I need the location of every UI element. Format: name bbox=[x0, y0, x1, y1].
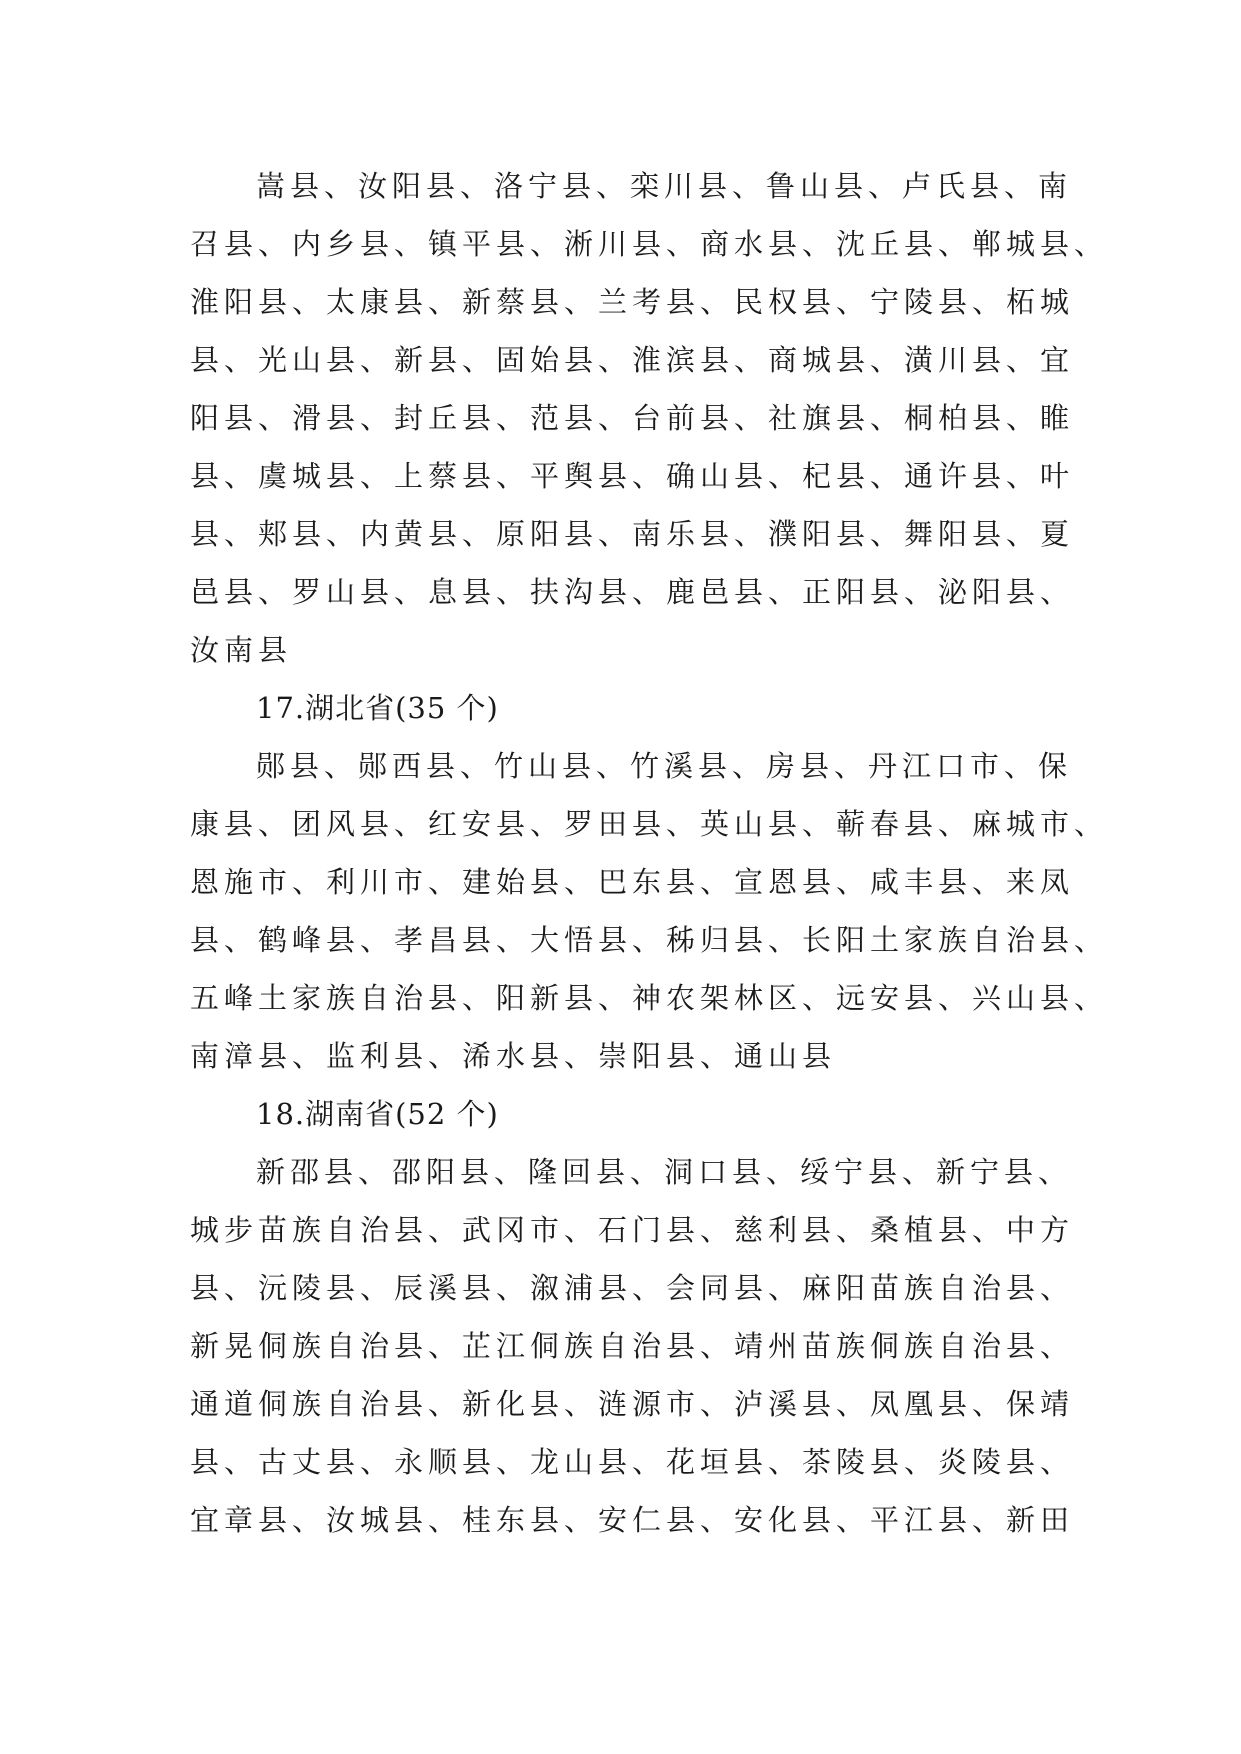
text-line: 郧县、郧西县、竹山县、竹溪县、房县、丹江口市、保 bbox=[256, 749, 1073, 783]
text-line: 五峰土家族自治县、阳新县、神农架林区、远安县、兴山县、 bbox=[190, 981, 1109, 1015]
text-line: 嵩县、汝阳县、洛宁县、栾川县、鲁山县、卢氏县、南 bbox=[256, 169, 1073, 203]
text-line: 淮阳县、太康县、新蔡县、兰考县、民权县、宁陵县、柘城 bbox=[190, 285, 1075, 319]
text-line: 邑县、罗山县、息县、扶沟县、鹿邑县、正阳县、泌阳县、 bbox=[190, 575, 1075, 609]
text-line: 南漳县、监利县、浠水县、崇阳县、通山县 bbox=[190, 1039, 837, 1073]
text-line: 阳县、滑县、封丘县、范县、台前县、社旗县、桐柏县、睢 bbox=[190, 401, 1075, 435]
text-line: 城步苗族自治县、武冈市、石门县、慈利县、桑植县、中方 bbox=[190, 1213, 1075, 1247]
text-line: 恩施市、利川市、建始县、巴东县、宣恩县、咸丰县、来凤 bbox=[190, 865, 1075, 899]
section-heading-hubei: 17.湖北省(35 个) bbox=[256, 691, 499, 725]
henan-county-list bbox=[190, 157, 1109, 679]
text-line: 新晃侗族自治县、芷江侗族自治县、靖州苗族侗族自治县、 bbox=[190, 1329, 1075, 1363]
text-line: 新邵县、邵阳县、隆回县、洞口县、绥宁县、新宁县、 bbox=[256, 1155, 1073, 1189]
text-line: 通道侗族自治县、新化县、涟源市、泸溪县、凤凰县、保靖 bbox=[190, 1387, 1075, 1421]
text-line: 县、虞城县、上蔡县、平舆县、确山县、杞县、通许县、叶 bbox=[190, 459, 1075, 493]
text-line: 宜章县、汝城县、桂东县、安仁县、安化县、平江县、新田 bbox=[190, 1503, 1075, 1537]
document-body bbox=[190, 157, 1109, 1549]
hubei-county-list bbox=[190, 737, 1109, 1085]
text-line: 县、古丈县、永顺县、龙山县、花垣县、茶陵县、炎陵县、 bbox=[190, 1445, 1075, 1479]
text-line: 县、郏县、内黄县、原阳县、南乐县、濮阳县、舞阳县、夏 bbox=[190, 517, 1075, 551]
hunan-county-list bbox=[190, 1143, 1075, 1549]
text-line: 县、沅陵县、辰溪县、溆浦县、会同县、麻阳苗族自治县、 bbox=[190, 1271, 1075, 1305]
text-line: 县、鹤峰县、孝昌县、大悟县、秭归县、长阳土家族自治县、 bbox=[190, 923, 1109, 957]
section-heading-hunan: 18.湖南省(52 个) bbox=[256, 1097, 499, 1131]
text-line: 县、光山县、新县、固始县、淮滨县、商城县、潢川县、宜 bbox=[190, 343, 1075, 377]
text-line: 召县、内乡县、镇平县、淅川县、商水县、沈丘县、郸城县、 bbox=[190, 227, 1109, 261]
text-line: 汝南县 bbox=[190, 633, 293, 667]
text-line: 康县、团风县、红安县、罗田县、英山县、蕲春县、麻城市、 bbox=[190, 807, 1109, 841]
